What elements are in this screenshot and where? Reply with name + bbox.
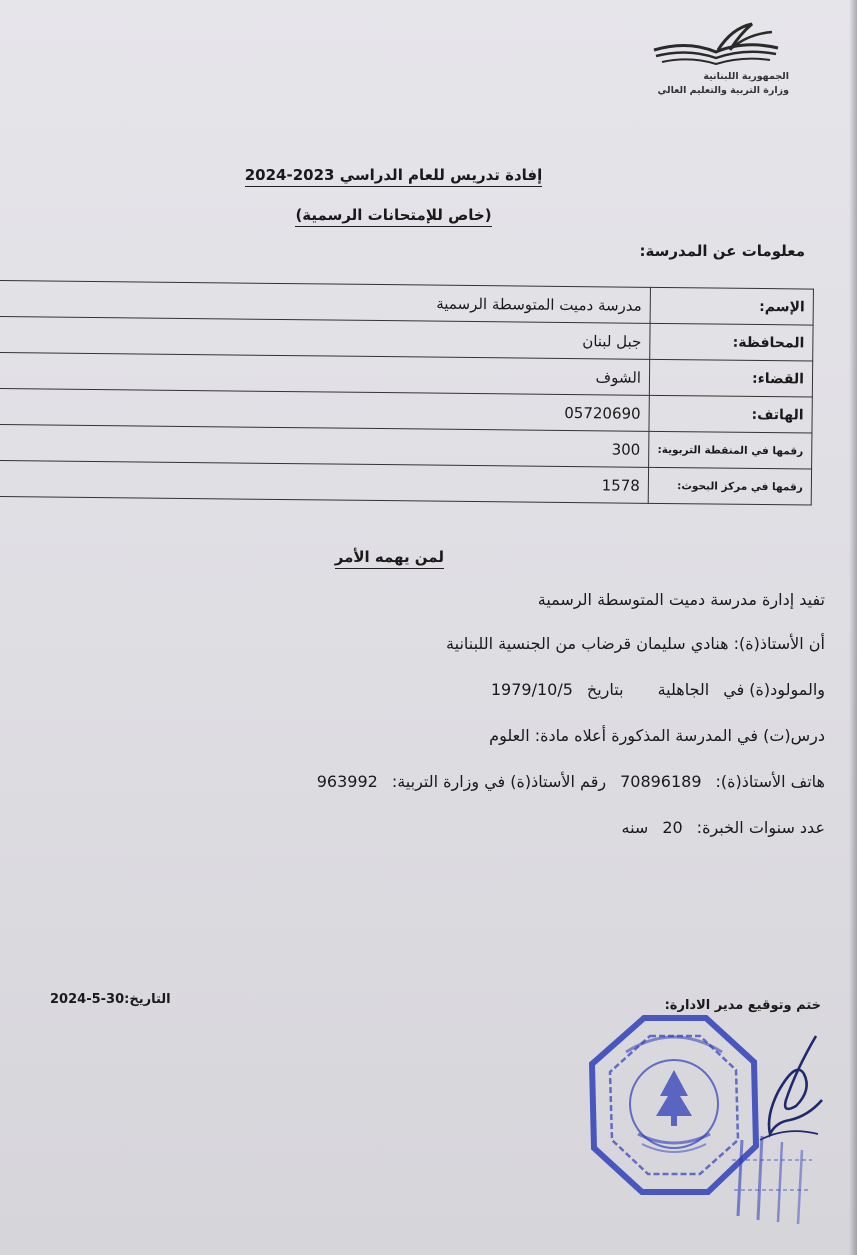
experience-years: 20 [662,818,683,837]
row-value: مدرسة دميت المتوسطة الرسمية [0,281,650,324]
ministry-line-2: وزارة التربية والتعليم العالي [657,85,789,96]
ministry-number: 963992 [316,772,378,791]
birth-date: 1979/10/5 [490,680,573,699]
signature-label: ختم وتوقيع مدير الادارة: [664,998,821,1013]
body-line-1: تفيد إدارة مدرسة دميت المتوسطة الرسمية [537,590,825,609]
ministry-header [549,70,789,98]
document-subtitle: (خاص للإمتحانات الرسمية) [0,206,787,224]
ministry-line-1: الجمهورية اللبنانية [703,71,789,82]
born-in-label: والمولود(ة) في [723,680,825,699]
row-value: جبل لبنان [0,317,650,360]
document-date [50,992,171,1007]
row-value: الشوف [0,353,650,396]
row-value: 05720690 [0,388,649,431]
row-label: رقمها في مركز البحوث: [648,467,811,505]
to-whom-it-may-concern: لمن يهمه الأمر [335,548,444,566]
experience-unit: سنه [621,818,649,837]
teacher-phone-label: هاتف الأستاذ(ة): [715,772,825,791]
row-label: المحافظة: [650,323,813,361]
body-line-6 [622,818,826,837]
row-label: الهاتف: [649,395,812,433]
ministry-number-label: رقم الأستاذ(ة) في وزارة التربية: [391,772,607,791]
director-title-stamp-icon [712,1120,852,1230]
body-line-4: درس(ت) في المدرسة المذكورة أعلاه مادة: العلوم [489,726,825,745]
birth-date-label: بتاريخ [586,680,624,699]
school-section-label: معلومات عن المدرسة: [639,242,805,260]
ministry-book-logo-icon [648,20,784,76]
row-label: الإسم: [650,287,813,325]
body-line-3 [491,680,825,699]
date-value: 30-5-2024 [50,992,125,1007]
row-label: رقمها في المنقطة التربوية: [649,431,812,469]
row-label: القضاء: [649,359,812,397]
body-line-2: أن الأستاذ(ة): هنادي سليمان قرضاب من الجنسية اللبنانية [446,634,825,653]
birth-place: الجاهلية [657,680,710,699]
school-info-table [0,280,814,505]
teacher-phone: 70896189 [620,772,702,791]
date-label: التاريخ: [124,992,171,1007]
experience-label: عدد سنوات الخبرة: [696,818,825,837]
row-value: 1578 [0,460,649,503]
row-value: 300 [0,424,649,467]
document-title: إفادة تدريس للعام الدراسي 2023-2024 [0,166,787,184]
body-line-5 [317,772,825,791]
table-row [0,460,812,505]
